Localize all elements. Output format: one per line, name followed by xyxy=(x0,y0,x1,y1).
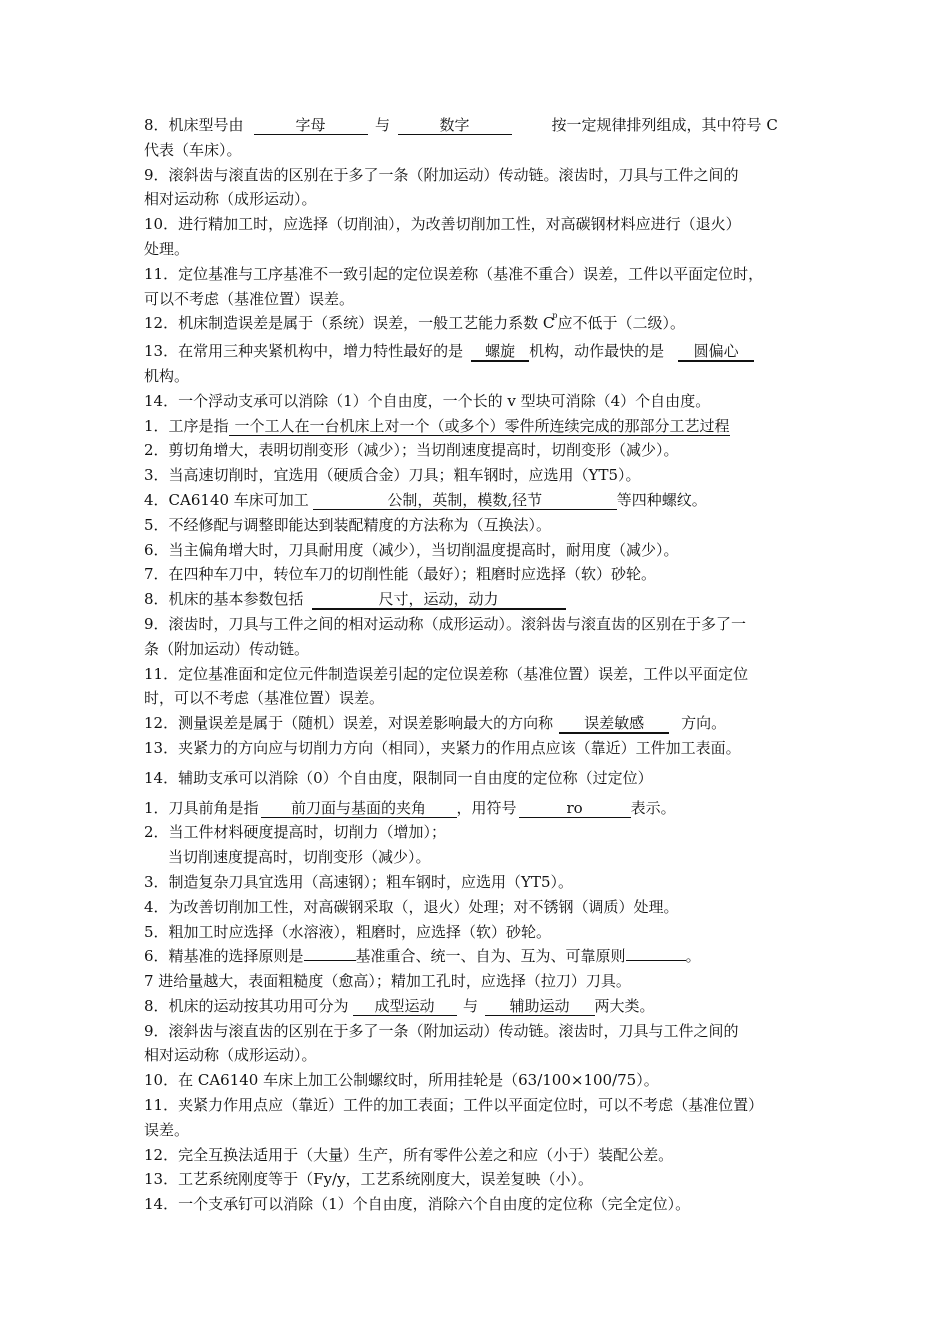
q1-line-5: 10．进行精加工时，应选择（切削油），为改善切削加工性，对高碳钢材料应进行（退火） xyxy=(144,215,741,234)
text: 12．测量误差是属于（随机）误差，对误差影响最大的方向称 xyxy=(144,714,554,733)
answer-blank: 前刀面与基面的夹角 xyxy=(261,799,457,818)
answer-blank: 一个工人在一台机床上对一个（或多个）零件所连续完成的那部分工艺过程 xyxy=(229,417,730,436)
text: 8．机床的运动按其功用可分为 xyxy=(144,996,349,1015)
q1-line-7: 11．定位基准与工序基准不一致引起的定位误差称（基准不重合）误差，工件以平面定位时， xyxy=(144,264,764,283)
text: 13．在常用三种夹紧机构中，增力特性最好的是 xyxy=(144,342,464,361)
q3-line-8: 7 进给量越大，表面粗糙度（愈高）；精加工孔时，应选择（拉刀）刀具。 xyxy=(144,972,631,991)
q3-line-13: 11．夹紧力作用点应（靠近）工件的加工表面；工件以平面定位时，可以不考虑（基准位置） xyxy=(144,1096,764,1115)
q2-line-7: 7．在四种车刀中，转位车刀的切削性能（最好）；粗磨时应选择（软）砂轮。 xyxy=(144,565,657,584)
answer-blank xyxy=(626,960,686,961)
text: ，用符号 xyxy=(456,798,517,817)
q3-line-3: 当切削速度提高时，切削变形（减少）。 xyxy=(168,848,431,867)
q1-line-4: 相对运动称（成形运动）。 xyxy=(144,190,317,209)
text: 机构，动作最快的是 xyxy=(529,342,665,361)
q1-line-9 xyxy=(144,311,812,339)
q2-line-12: 时，可以不考虑（基准位置）误差。 xyxy=(144,689,385,708)
answer-blank: 数字 xyxy=(398,116,512,135)
text: 。 xyxy=(685,947,701,966)
answer-blank: 辅助运动 xyxy=(485,997,595,1016)
q2-line-4 xyxy=(144,488,812,513)
answer-blank: 误差敏感 xyxy=(559,714,669,734)
text: 表示。 xyxy=(630,798,676,817)
answer-blank: 成型运动 xyxy=(353,997,457,1016)
text: 方向。 xyxy=(681,714,727,733)
q2-line-14: 13．夹紧力的方向应与切削力方向（相同），夹紧力的作用点应该（靠近）工件加工表面。 xyxy=(144,738,741,757)
text: 8．机床的基本参数包括 xyxy=(144,590,304,609)
q1-line-11: 机构。 xyxy=(144,366,190,385)
q2-line-2: 2．剪切角增大，表明切削变形（减少）；当切削速度提高时，切削变形（减少）。 xyxy=(144,441,679,460)
q2-line-10: 条（附加运动）传动链。 xyxy=(144,639,310,658)
q3-line-11: 相对运动称（成形运动）。 xyxy=(144,1046,317,1065)
q3-line-6: 5．粗加工时应选择（水溶液），粗磨时，应选择（软）砂轮。 xyxy=(144,922,552,941)
answer-blank xyxy=(304,960,356,961)
q2-line-15: 14．辅助支承可以消除（0）个自由度，限制同一自由度的定位称（过定位） xyxy=(144,768,653,787)
q1-line-6: 处理。 xyxy=(144,239,190,258)
text: 应不低于（二级）。 xyxy=(557,314,685,333)
q2-line-5: 5．不经修配与调整即能达到装配精度的方法称为（互换法）。 xyxy=(144,515,552,534)
text: 基准重合、统一、自为、互为、可靠原则 xyxy=(355,947,626,966)
q3-line-12: 10．在 CA6140 车床上加工公制螺纹时，所用挂轮是（63/100×100/75）。 xyxy=(144,1071,659,1090)
q2-line-8 xyxy=(144,587,812,612)
q2-line-9: 9．滚齿时，刀具与工件之间的相对运动称（成形运动）。滚斜齿与滚直齿的区别在于多了一 xyxy=(144,614,747,633)
text: 与 xyxy=(375,116,391,134)
text: 等四种螺纹。 xyxy=(616,490,707,509)
q3-line-1 xyxy=(144,796,812,821)
answer-blank: 螺旋 xyxy=(471,342,529,362)
text: 按一定规律排列组成，其中符号 C xyxy=(551,116,778,134)
q1-line-3: 9．滚斜齿与滚直齿的区别在于多了一条（附加运动）传动链。滚齿时，刀具与工件之间的 xyxy=(144,165,739,184)
q3-line-4: 3．制造复杂刀具宜选用（高速钢）；粗车钢时，应选用（YT5）。 xyxy=(144,872,573,891)
text: 4．CA6140 车床可加工 xyxy=(144,490,309,509)
text: 1．刀具前角是指 xyxy=(144,798,259,817)
text: 与 xyxy=(463,996,479,1015)
q1-line-10 xyxy=(144,339,812,364)
document-body xyxy=(144,113,812,1217)
q3-line-16: 13．工艺系统刚度等于（Fy/y，工艺系统刚度大，误差复映（小）。 xyxy=(144,1170,593,1189)
q3-line-10: 9．滚斜齿与滚直齿的区别在于多了一条（附加运动）传动链。滚齿时，刀具与工件之间的 xyxy=(144,1021,739,1040)
q1-line-8: 可以不考虑（基准位置）误差。 xyxy=(144,289,355,308)
text: 两大类。 xyxy=(594,996,655,1015)
answer-blank: ro xyxy=(519,799,631,818)
q3-line-14: 误差。 xyxy=(144,1120,190,1139)
answer-blank: 公制，英制，模数,径节 xyxy=(313,491,617,510)
q1-line-1 xyxy=(144,113,812,138)
q2-line-3: 3．当高速切削时，宜选用（硬质合金）刀具；粗车钢时，应选用（YT5）。 xyxy=(144,466,641,485)
q3-line-5: 4．为改善切削加工性，对高碳钢采取（，退火）处理；对不锈钢（调质）处理。 xyxy=(144,897,679,916)
q2-line-1 xyxy=(144,414,812,439)
answer-blank: 尺寸，运动，动力 xyxy=(312,590,566,610)
text: 6．精基准的选择原则是 xyxy=(144,947,304,966)
q3-line-15: 12．完全互换法适用于（大量）生产，所有零件公差之和应（小于）装配公差。 xyxy=(144,1145,674,1164)
q2-line-11: 11．定位基准面和定位元件制造误差引起的定位误差称（基准位置）误差，工件以平面定位 xyxy=(144,664,749,683)
text: 8．机床型号由 xyxy=(144,116,244,134)
q2-line-6: 6．当主偏角增大时，刀具耐用度（减少），当切削温度提高时，耐用度（减少）。 xyxy=(144,540,679,559)
q3-line-7 xyxy=(144,944,812,969)
text: 1．工序是指 xyxy=(144,416,229,435)
q3-line-17: 14．一个支承钉可以消除（1）个自由度，消除六个自由度的定位称（完全定位）。 xyxy=(144,1195,691,1214)
text: 12．机床制造误差是属于（系统）误差，一般工艺能力系数 C xyxy=(144,314,555,333)
q3-line-9 xyxy=(144,994,812,1019)
subscript: p xyxy=(552,311,558,321)
answer-blank: 字母 xyxy=(254,116,368,135)
q3-line-2: 2．当工件材料硬度提高时，切削力（增加）； xyxy=(144,823,447,842)
q1-line-2: 代表（车床）。 xyxy=(144,140,242,159)
q2-line-13 xyxy=(144,711,812,736)
answer-blank: 圆偏心 xyxy=(678,342,754,362)
q1-line-12: 14．一个浮动支承可以消除（1）个自由度，一个长的 v 型块可消除（4）个自由度。 xyxy=(144,391,711,410)
